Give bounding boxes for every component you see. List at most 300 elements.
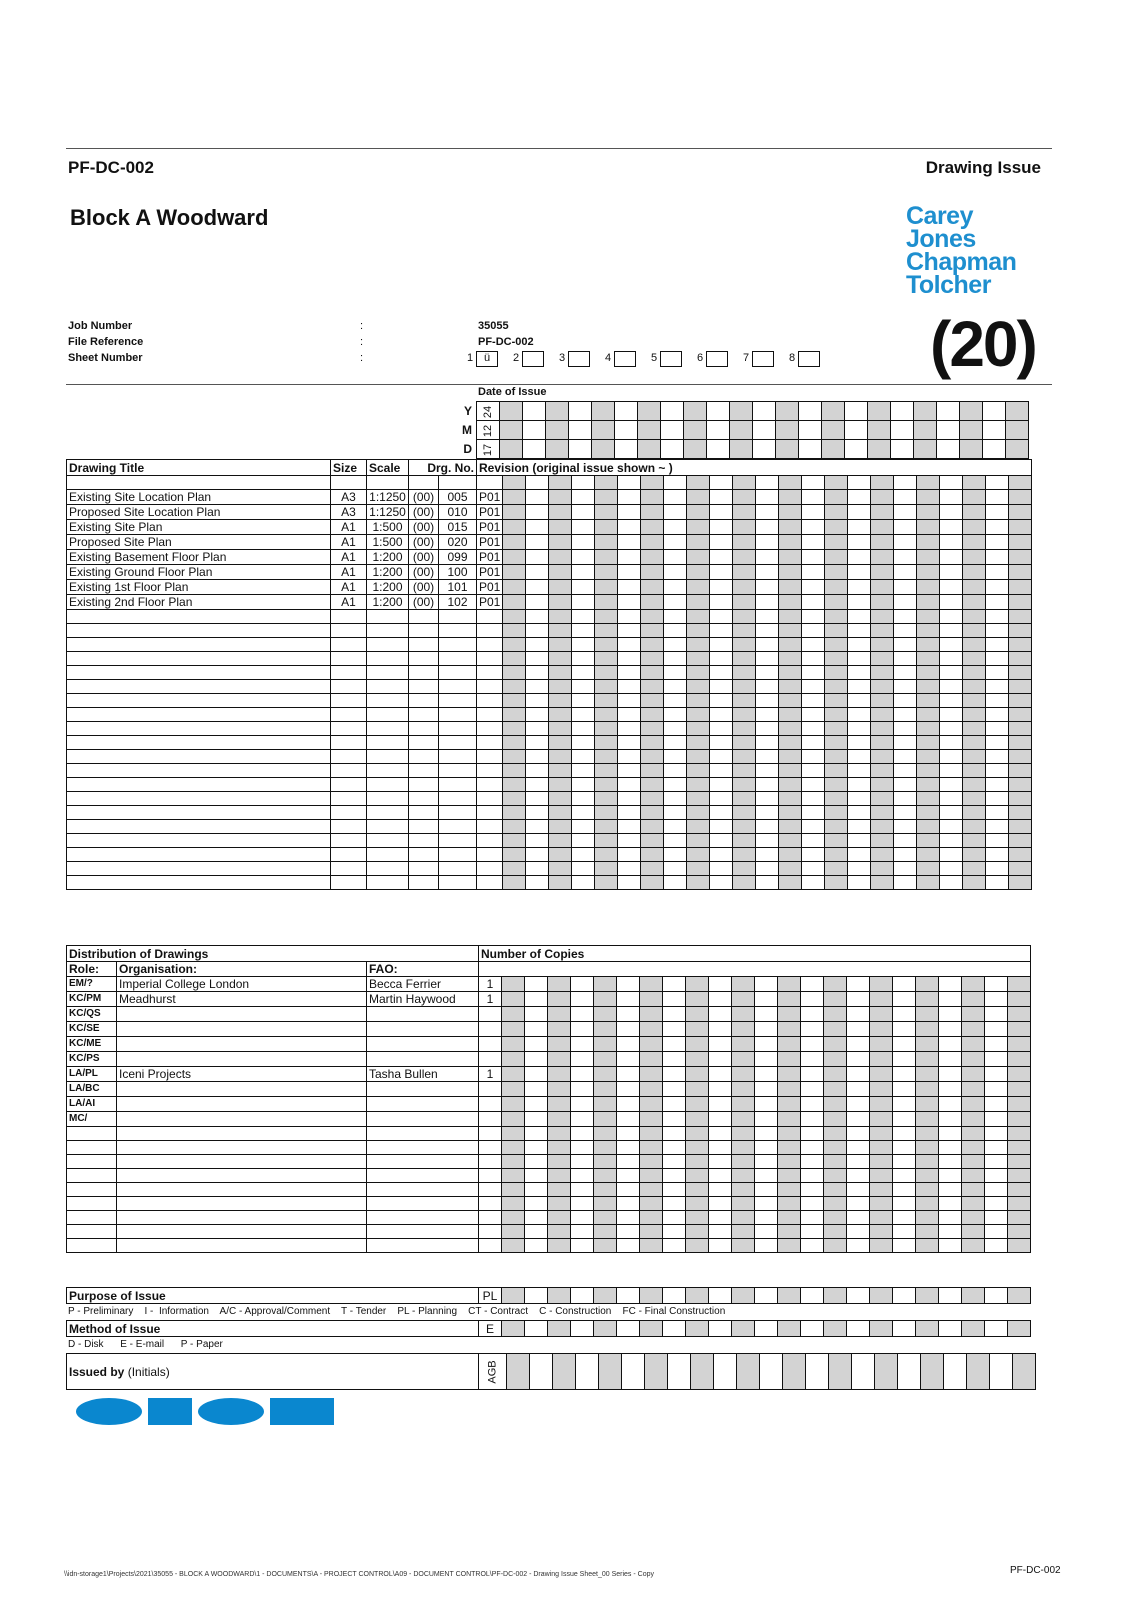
empty-cell [67, 778, 331, 792]
grid-cell [801, 992, 824, 1007]
grid-cell [940, 638, 963, 652]
sheet-box-number: 1 [467, 352, 474, 364]
empty-cell [331, 862, 367, 876]
empty-cell [367, 806, 409, 820]
grid-cell [477, 736, 503, 750]
grid-cell [548, 1321, 571, 1337]
grid-cell [848, 505, 871, 520]
grid-cell [963, 876, 986, 890]
grid-cell [663, 1321, 686, 1337]
grid-cell [618, 834, 641, 848]
table-row [67, 680, 1032, 694]
grid-cell [870, 1097, 893, 1112]
grid-cell [986, 638, 1009, 652]
grid-cell [594, 1288, 617, 1304]
grid-cell [730, 402, 753, 421]
empty-cell [67, 820, 331, 834]
grid-cell [594, 1007, 617, 1022]
grid-cell [845, 421, 868, 440]
grid-cell [572, 638, 595, 652]
grid-cell [824, 1067, 847, 1082]
grid-cell [778, 1127, 801, 1141]
grid-cell [526, 694, 549, 708]
grid-cell [801, 1183, 824, 1197]
grid-cell [802, 834, 825, 848]
grid-cell [824, 1127, 847, 1141]
organisation [117, 1022, 367, 1037]
grid-cell [824, 1197, 847, 1211]
grid-cell [986, 792, 1009, 806]
empty-cell [409, 638, 439, 652]
grid-cell [802, 505, 825, 520]
grid-cell [756, 666, 779, 680]
grid-cell [687, 490, 710, 505]
empty-cell [331, 624, 367, 638]
grid-cell [985, 1007, 1008, 1022]
grid-cell [986, 550, 1009, 565]
grid-cell [640, 1197, 663, 1211]
grid-cell [687, 652, 710, 666]
grid-cell [893, 1321, 916, 1337]
grid-cell [893, 1288, 916, 1304]
grid-cell [1008, 1007, 1031, 1022]
grid-cell [710, 764, 733, 778]
grid-cell [572, 624, 595, 638]
grid-cell [503, 666, 526, 680]
grid-cell [664, 638, 687, 652]
organisation: Iceni Projects [117, 1067, 367, 1082]
grid-cell [618, 595, 641, 610]
grid-cell [778, 1169, 801, 1183]
grid-cell [894, 666, 917, 680]
empty-cell [331, 876, 367, 890]
copies-cell [479, 1037, 502, 1052]
organisation [117, 1052, 367, 1067]
issued-by-value-text: AGB [486, 1360, 499, 1384]
empty-cell [67, 876, 331, 890]
sheet-checkbox[interactable]: ü [476, 351, 498, 367]
grid-cell [525, 1112, 548, 1127]
table-row [67, 1037, 1031, 1052]
grid-cell [893, 1211, 916, 1225]
drawing-title: Existing Basement Floor Plan [67, 550, 331, 565]
grid-cell [868, 421, 891, 440]
empty-cell [409, 694, 439, 708]
grid-cell [641, 848, 664, 862]
distribution-header-row [67, 962, 1031, 977]
grid-cell [871, 722, 894, 736]
grid-cell [825, 848, 848, 862]
sheet-checkbox[interactable] [798, 351, 820, 367]
fao [367, 1082, 479, 1097]
grid-cell [778, 1225, 801, 1239]
table-row [67, 834, 1032, 848]
grid-cell [801, 1007, 824, 1022]
table-row [67, 1197, 1031, 1211]
grid-cell [526, 862, 549, 876]
grid-cell [894, 736, 917, 750]
grid-cell [871, 638, 894, 652]
drawing-size: A1 [331, 580, 367, 595]
grid-cell [732, 1007, 755, 1022]
grid-cell [525, 1197, 548, 1211]
grid-cell [618, 520, 641, 535]
sheet-checkbox[interactable] [706, 351, 728, 367]
grid-cell [939, 1112, 962, 1127]
grid-cell [871, 736, 894, 750]
grid-cell [733, 550, 756, 565]
grid-cell [733, 520, 756, 535]
grid-cell [548, 1141, 571, 1155]
grid-cell [687, 806, 710, 820]
grid-cell [756, 792, 779, 806]
grid-cell [686, 1197, 709, 1211]
grid-cell [1008, 1155, 1031, 1169]
grid-cell [986, 694, 1009, 708]
grid-cell [986, 535, 1009, 550]
grid-cell [503, 862, 526, 876]
grid-cell [549, 722, 572, 736]
empty-cell [409, 764, 439, 778]
grid-cell [963, 750, 986, 764]
grid-cell [871, 550, 894, 565]
grid-cell [916, 1239, 939, 1253]
grid-cell [732, 1141, 755, 1155]
grid-cell [526, 806, 549, 820]
grid-cell [1009, 505, 1032, 520]
sheet-checkbox[interactable] [522, 351, 544, 367]
grid-cell [985, 1082, 1008, 1097]
top-rule [66, 148, 1052, 149]
grid-cell [548, 1082, 571, 1097]
grid-cell [664, 722, 687, 736]
grid-cell [847, 1112, 870, 1127]
grid-cell [525, 1288, 548, 1304]
grid-cell [916, 1097, 939, 1112]
empty-cell [367, 834, 409, 848]
grid-cell [939, 1067, 962, 1082]
grid-cell [893, 1141, 916, 1155]
grid-cell [595, 820, 618, 834]
grid-cell [848, 666, 871, 680]
grid-cell [572, 820, 595, 834]
distribution-title: Distribution of Drawings [67, 946, 479, 962]
grid-cell [940, 550, 963, 565]
grid-cell [664, 694, 687, 708]
grid-cell [870, 1052, 893, 1067]
grid-cell [641, 476, 664, 490]
grid-cell [963, 862, 986, 876]
grid-cell [618, 736, 641, 750]
grid-cell [917, 595, 940, 610]
grid-cell [525, 1155, 548, 1169]
grid-cell [944, 1354, 967, 1390]
grid-cell [917, 862, 940, 876]
grid-cell [917, 694, 940, 708]
date-part-label: M [462, 422, 472, 437]
grid-cell [502, 1211, 525, 1225]
grid-cell [686, 977, 709, 992]
grid-cell [687, 595, 710, 610]
revision-cell: P01 [477, 565, 503, 580]
colon: : [360, 320, 364, 332]
colon: : [360, 336, 364, 348]
grid-cell [733, 876, 756, 890]
grid-cell [502, 1037, 525, 1052]
grid-cell [617, 992, 640, 1007]
empty-cell [367, 820, 409, 834]
grid-cell [526, 580, 549, 595]
grid-cell [640, 1321, 663, 1337]
empty-cell [67, 708, 331, 722]
grid-cell [779, 876, 802, 890]
grid-cell [503, 792, 526, 806]
revision-cell: P01 [477, 550, 503, 565]
empty-cell [331, 652, 367, 666]
grid-cell [1009, 862, 1032, 876]
empty-cell [409, 862, 439, 876]
empty-cell [409, 750, 439, 764]
empty-cell [117, 1225, 367, 1239]
grid-cell [801, 1197, 824, 1211]
grid-cell [1008, 1052, 1031, 1067]
grid-cell [893, 1225, 916, 1239]
grid-cell [503, 565, 526, 580]
empty-cell [367, 1225, 479, 1239]
grid-cell [687, 565, 710, 580]
grid-cell [640, 1112, 663, 1127]
grid-cell [640, 1141, 663, 1155]
grid-cell [710, 520, 733, 535]
grid-cell [503, 624, 526, 638]
method-of-issue-label: Method of Issue [67, 1321, 479, 1337]
empty-cell [117, 1183, 367, 1197]
grid-cell [733, 535, 756, 550]
date-value: 17 [482, 443, 494, 456]
grid-cell [939, 1052, 962, 1067]
grid-cell [848, 565, 871, 580]
grid-cell [894, 820, 917, 834]
sheet-checkbox[interactable] [614, 351, 636, 367]
grid-cell [868, 440, 891, 459]
issued-by [67, 1354, 1036, 1390]
grid-cell [710, 736, 733, 750]
grid-cell [709, 1197, 732, 1211]
grid-cell [572, 876, 595, 890]
grid-cell [916, 1288, 939, 1304]
grid-cell [824, 1141, 847, 1155]
grid-cell [847, 1082, 870, 1097]
grid-cell [893, 1037, 916, 1052]
empty-cell [331, 694, 367, 708]
empty-cell [67, 1169, 117, 1183]
grid-cell [641, 736, 664, 750]
grid-cell [825, 764, 848, 778]
grid-cell [503, 680, 526, 694]
grid-cell [686, 1155, 709, 1169]
grid-cell [756, 722, 779, 736]
grid-cell [684, 421, 707, 440]
grid-cell [825, 490, 848, 505]
grid-cell [825, 694, 848, 708]
table-row [67, 1097, 1031, 1112]
grid-cell [871, 708, 894, 722]
grid-cell [479, 1239, 502, 1253]
grid-cell [691, 1354, 714, 1390]
table-row [67, 1052, 1031, 1067]
grid-cell [526, 624, 549, 638]
grid-cell [914, 421, 937, 440]
grid-cell [553, 1354, 576, 1390]
grid-cell [641, 565, 664, 580]
logo-line-4: Tolcher [906, 271, 991, 299]
grid-cell [894, 862, 917, 876]
grid-cell [917, 652, 940, 666]
grid-cell [1009, 476, 1032, 490]
grid-cell [645, 1354, 668, 1390]
grid-cell [714, 1354, 737, 1390]
table-row [67, 778, 1032, 792]
grid-cell [848, 694, 871, 708]
empty-cell [367, 1211, 479, 1225]
grid-cell [779, 722, 802, 736]
grid-cell [733, 694, 756, 708]
grid-cell [916, 1067, 939, 1082]
grid-cell [710, 834, 733, 848]
grid-cell [661, 421, 684, 440]
empty-cell [67, 764, 331, 778]
grid-cell [641, 722, 664, 736]
table-row [67, 792, 1032, 806]
drawing-size: A3 [331, 505, 367, 520]
grid-cell [572, 750, 595, 764]
grid-cell [710, 535, 733, 550]
table-row [67, 1155, 1031, 1169]
copies-cell [479, 1112, 502, 1127]
grid-cell [1009, 595, 1032, 610]
grid-cell [801, 1127, 824, 1141]
grid-cell [802, 666, 825, 680]
method-legend: D - Disk E - E-mail P - Paper [68, 1339, 223, 1350]
grid-cell [778, 1052, 801, 1067]
grid-cell [776, 440, 799, 459]
grid-cell [870, 1127, 893, 1141]
grid-cell [594, 1155, 617, 1169]
grid-cell [893, 1169, 916, 1183]
grid-cell [572, 595, 595, 610]
grid-cell [848, 550, 871, 565]
grid-cell [641, 806, 664, 820]
grid-cell [776, 421, 799, 440]
table-row [67, 1211, 1031, 1225]
grid-cell [852, 1354, 875, 1390]
grid-cell [592, 440, 615, 459]
grid-cell [871, 694, 894, 708]
empty-cell [367, 610, 409, 624]
empty-cell [367, 638, 409, 652]
grid-cell [917, 490, 940, 505]
grid-cell [503, 820, 526, 834]
grid-cell [917, 610, 940, 624]
grid-cell [503, 876, 526, 890]
grid-cell [617, 1052, 640, 1067]
grid-cell [940, 848, 963, 862]
grid-cell [870, 1321, 893, 1337]
grid-cell [526, 792, 549, 806]
grid-cell [526, 820, 549, 834]
empty-cell [409, 666, 439, 680]
grid-cell [847, 1022, 870, 1037]
grid-cell [1009, 722, 1032, 736]
grid-cell [962, 1112, 985, 1127]
drawing-size: A1 [331, 550, 367, 565]
drawing-series: (00) [409, 535, 439, 550]
grid-cell [641, 638, 664, 652]
grid-cell [710, 550, 733, 565]
grid-cell [664, 610, 687, 624]
grid-cell [618, 580, 641, 595]
grid-cell [571, 1239, 594, 1253]
grid-cell [526, 550, 549, 565]
grid-cell [1008, 977, 1031, 992]
grid-cell [500, 402, 523, 421]
grid-cell [732, 1022, 755, 1037]
grid-cell [732, 1067, 755, 1082]
grid-cell [983, 421, 1006, 440]
grid-cell [802, 638, 825, 652]
grid-cell [779, 820, 802, 834]
grid-cell [503, 848, 526, 862]
empty-cell [367, 750, 409, 764]
grid-cell [893, 1197, 916, 1211]
grid-cell [733, 680, 756, 694]
grid-cell [986, 862, 1009, 876]
grid-cell [891, 402, 914, 421]
grid-cell [548, 977, 571, 992]
sheet-checkbox[interactable] [660, 351, 682, 367]
grid-cell [640, 1097, 663, 1112]
grid-cell [503, 764, 526, 778]
grid-cell [940, 666, 963, 680]
grid-cell [894, 806, 917, 820]
grid-cell [732, 977, 755, 992]
grid-cell [756, 505, 779, 520]
sheet-checkbox[interactable] [752, 351, 774, 367]
grid-cell [939, 1197, 962, 1211]
grid-cell [962, 1067, 985, 1082]
grid-cell [525, 1037, 548, 1052]
sheet-checkbox[interactable] [568, 351, 590, 367]
grid-cell [871, 862, 894, 876]
grid-cell [640, 1211, 663, 1225]
empty-cell [331, 476, 367, 490]
grid-cell [779, 565, 802, 580]
fao [367, 1097, 479, 1112]
grid-cell [848, 834, 871, 848]
grid-cell [986, 505, 1009, 520]
grid-cell [779, 505, 802, 520]
table-row [67, 820, 1032, 834]
grid-cell [802, 490, 825, 505]
grid-cell [779, 624, 802, 638]
grid-cell [871, 834, 894, 848]
grid-cell [572, 778, 595, 792]
grid-cell [940, 680, 963, 694]
grid-cell [733, 476, 756, 490]
empty-cell [439, 750, 477, 764]
empty-cell [331, 792, 367, 806]
grid-cell [732, 1225, 755, 1239]
